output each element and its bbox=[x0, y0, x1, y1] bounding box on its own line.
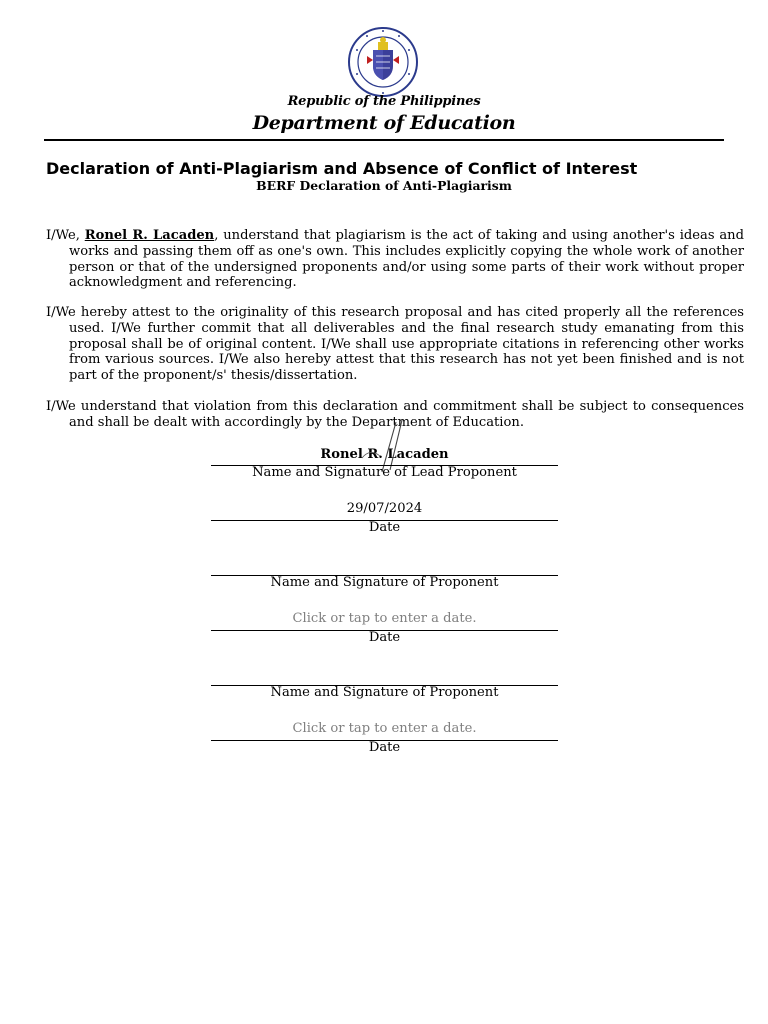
proponent-name-field[interactable]: Ronel R. Lacaden bbox=[84, 228, 215, 243]
document-title: Declaration of Anti-Plagiarism and Absence of Conflict of Interest bbox=[46, 159, 638, 178]
paragraph-violation-consequences: I/We understand that violation from this declaration and commitment shall be subject to consequences and shall be dealt with accordingly by the Department of Education. bbox=[46, 399, 744, 430]
lead-proponent-name[interactable]: Ronel R. Lacaden bbox=[320, 447, 449, 462]
paragraph-text: , understand that plagiarism is the act of taking and using another's ideas and works and passing them off as one's own. This includes explicitly copying the whole work of another person or that of the undersigned proponents and/or using some parts of their work without proper acknowledgment and referencing. bbox=[69, 228, 744, 291]
proponent-3-date-field[interactable]: Click or tap to enter a date. bbox=[292, 721, 477, 736]
deped-seal-icon bbox=[347, 26, 419, 98]
proponent-2-date-caption: Date bbox=[368, 630, 401, 645]
paragraph-originality-attestation: I/We hereby attest to the originality of this research proposal and has cited properly all the references used. I/We further commit that all deliverables and the final research study emanating from this proposal shall be of original content. I/We shall use appropriate citations in referencing other works from various sources. I/We also hereby attest that this research has not yet been finished and is not part of the proponent/s' thesis/dissertation. bbox=[46, 305, 744, 384]
lead-date-caption: Date bbox=[368, 520, 401, 535]
proponent-3-signature-caption: Name and Signature of Proponent bbox=[270, 685, 499, 700]
lead-date-field[interactable]: 29/07/2024 bbox=[346, 501, 423, 516]
proponent-3-date-caption: Date bbox=[368, 740, 401, 755]
document-subtitle: BERF Declaration of Anti-Plagiarism bbox=[256, 178, 512, 193]
proponent-2-date-field[interactable]: Click or tap to enter a date. bbox=[292, 611, 477, 626]
proponent-2-signature-caption: Name and Signature of Proponent bbox=[270, 575, 499, 590]
header-divider bbox=[44, 139, 724, 141]
paragraph-prefix: I/We, bbox=[46, 228, 85, 243]
department-heading: Department of Education bbox=[252, 112, 516, 134]
republic-heading: Republic of the Philippines bbox=[287, 94, 481, 109]
paragraph-plagiarism-definition bbox=[46, 228, 744, 291]
lead-signature-caption: Name and Signature of Lead Proponent bbox=[252, 465, 517, 480]
